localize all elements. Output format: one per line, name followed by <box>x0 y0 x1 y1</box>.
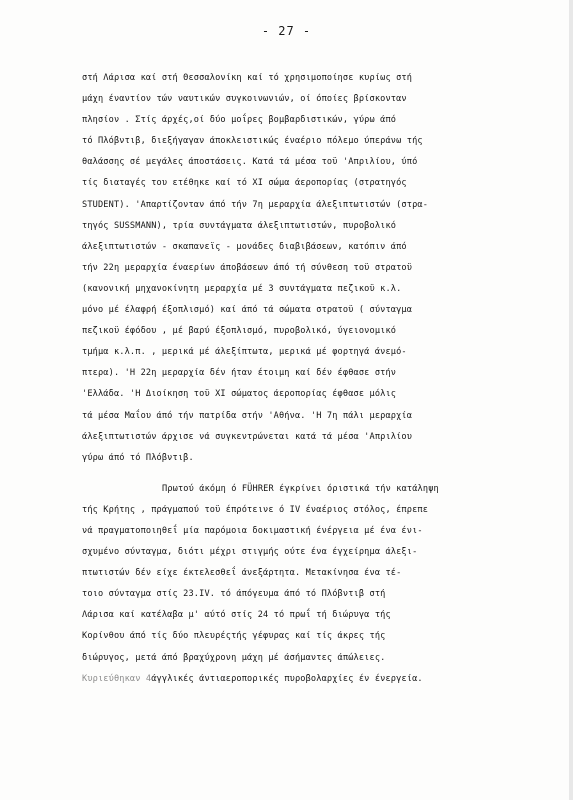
text-line: τήν 22η μεραρχία έναερίων άποβάσεων άπό τή σύνθεση τοϋ στρατοϋ <box>82 262 413 273</box>
text-line: Λάρισα καί κατέλαβα μ' αύτό στίς 24 τό πρωΐ τή διώρυγα τής <box>82 610 391 621</box>
text-line: τηγός SUSSMANN), τρία συντάγματα άλεξιπτωτιστών, πυροβολικό <box>82 220 397 231</box>
text-line: τίς διαταγές του ετέθηκε καί τό XI σώμα άεροπορίας (στρατηγός <box>82 178 407 189</box>
page-number: - 27 - <box>261 24 312 38</box>
text-line: τοιο σύνταγμα στίς 23.IV. τό άπόγευμα άπό τό Πλόβντιβ στή <box>82 589 386 600</box>
paragraph-gap <box>82 469 552 479</box>
text-line: άλεξιπτωτιστών άρχισε νά συγκεντρώνεται κατά τά μέσα 'Απριλίου <box>82 431 413 442</box>
document-body <box>82 68 552 690</box>
text-line: πτωτιστών δέν είχε έκτελεσθεΐ άνεξάρτητα. Μετακίνησα ένα τέ- <box>82 568 402 579</box>
text-span: άγγλικές άντιαεροπορικές πυροβολαρχίες έν ένεργεία. <box>151 673 423 684</box>
text-line-last <box>82 669 552 690</box>
text-line: πτερα). 'Η 22η μεραρχία δέν ήταν έτοιμη καί δέν έφθασε στήν <box>82 368 397 379</box>
text-line: Πρωτού άκόμη ό FÜHRER έγκρίνει όριστικά τήν κατάληψη <box>162 483 439 494</box>
text-line: τής Κρήτης , πράγμαπού τοϋ έπρότεινε ό IV έναέριος στόλος, έπρεπε <box>82 504 429 515</box>
text-line: νά πραγματοποιηθεΐ μία παρόμοια δοκιμαστική ένέργεια μέ ένα ένι- <box>82 525 423 536</box>
paragraph-1 <box>82 68 552 469</box>
page-edge-shadow <box>569 0 573 800</box>
faded-text: Κυριεύθηκαν 4 <box>82 673 152 684</box>
text-line: στή Λάρισα καί στή Θεσσαλονίκη καί τό χρησιμοποίησε κυρίως στή <box>82 73 413 83</box>
text-line: σχυμένο σύνταγμα, διότι μέχρι στιγμής ούτε ένα έγχείρημα άλεξι- <box>82 547 418 558</box>
text-line: διώρυγος, μετά άπό βραχύχρονη μάχη μέ άσήμαντες άπώλειες. <box>82 652 386 663</box>
text-line: άλεξιπτωτιστών - σκαπανεϊς - μονάδες διαβιβάσεων, κατόπιν άπό <box>82 241 407 252</box>
text-line: θαλάσσης σέ μεγάλες άποστάσεις. Κατά τά μέσα τοϋ 'Απριλίου, ύπό <box>82 157 418 168</box>
text-line: τμήμα κ.λ.π. , μερικά μέ άλεξίπτωτα, μερικά μέ φορτηγά άνεμό- <box>82 347 407 358</box>
text-line: 'Ελλάδα. 'Η Διοίκηση τοϋ XI σώματος άεροπορίας έφθασε μόλις <box>82 389 397 400</box>
text-line: μόνο μέ έλαφρή έξοπλισμό) καί άπό τά σώματα στρατοϋ ( σύνταγμα <box>82 305 413 316</box>
text-line: μάχη έναντίον τών ναυτικών συγκοινωνιών, οί όποίες βρίσκονταν <box>82 94 407 105</box>
text-line: γύρω άπό τό Πλόβντιβ. <box>82 452 194 463</box>
paragraph-2 <box>82 479 552 669</box>
text-line: πεζικοϋ έφόδου , μέ βαρύ έξοπλισμό, πυροβολικό, ύγειονομικό <box>82 326 397 337</box>
text-line: STUDENT). 'Απαρτίζονταν άπό τήν 7η μεραρχία άλεξιπτωτιστών (στρα- <box>82 199 429 210</box>
text-line: τά μέσα Μαΐου άπό τήν πατρίδα στήν 'Αθήνα. 'Η 7η πάλι μεραρχία <box>82 410 413 421</box>
text-line: πλησίον . Στίς άρχές,οί δύο μοΐρες βομβαρδιστικών, γύρω άπό <box>82 115 397 126</box>
text-line: τό Πλόβντιβ, διεξήγαγαν άποκλειστικώς έναέριο πόλεμο ύπεράνω τής <box>82 136 423 147</box>
text-line: (κανονική μηχανοκίνητη μεραρχία μέ 3 συντάγματα πεζικοϋ κ.λ. <box>82 283 402 294</box>
text-line: Κορίνθου άπό τίς δύο πλευρέςτής γέφυρας καί τίς άκρες τής <box>82 631 386 642</box>
